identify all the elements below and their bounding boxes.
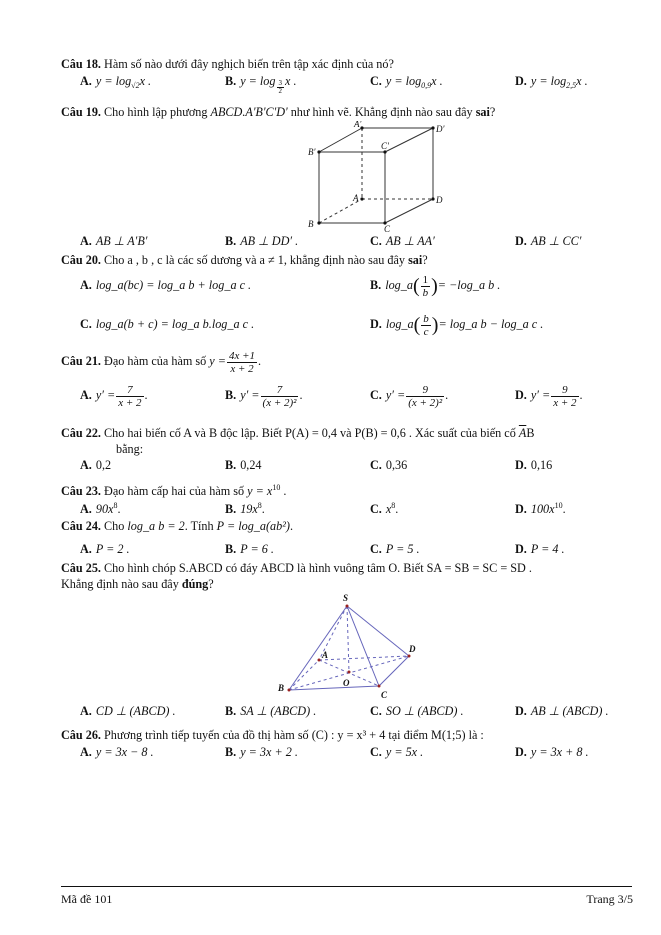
option-expr: y = 5x .	[385, 745, 424, 759]
option-letter: D.	[515, 458, 527, 472]
fraction-numerator: b	[423, 312, 429, 325]
fraction-denominator: 2	[278, 87, 282, 95]
label-b: B	[308, 219, 314, 229]
option-letter: C.	[80, 317, 92, 331]
exponent: 8	[113, 501, 118, 510]
option-c	[370, 704, 464, 719]
paren-open: (	[412, 275, 420, 298]
fraction	[406, 384, 444, 409]
option-c: C. y′ = $\frac{9}{\text{(x + 2)²}}$ .	[370, 383, 449, 409]
exponent: 8	[257, 501, 262, 510]
option-b	[225, 74, 297, 95]
fraction-denominator: c	[423, 325, 429, 338]
option-letter: C.	[370, 458, 382, 472]
option-letter: D.	[515, 502, 527, 516]
option-letter: A.	[80, 74, 92, 88]
question-20	[61, 253, 428, 268]
fraction-denominator: x + 2	[553, 396, 577, 409]
log-arg: x .	[576, 74, 588, 88]
question-25	[61, 561, 532, 576]
option-letter: C.	[370, 234, 382, 248]
option-expr: P = 5 .	[385, 542, 420, 556]
fraction-denominator: (x + 2)²	[262, 396, 297, 409]
question-label: Câu 22.	[61, 426, 101, 440]
option-expr: x	[385, 502, 392, 516]
paren-open: (	[413, 314, 421, 337]
vertex-c	[378, 685, 381, 688]
option-expr: AB ⊥ A′B′	[95, 234, 148, 248]
option-letter: A.	[80, 542, 92, 556]
option-expr: y = log	[385, 74, 422, 88]
option-expr: log_a	[385, 317, 414, 331]
vertex-d	[408, 655, 411, 658]
option-letter: C.	[370, 745, 382, 759]
log-base: √2	[131, 81, 140, 90]
log-base: 0,9	[421, 81, 432, 90]
option-expr: P = 4 .	[530, 542, 565, 556]
vertex-d	[431, 197, 434, 200]
option-letter: D.	[370, 317, 382, 331]
fraction-numerator: 7	[261, 384, 299, 397]
option-letter: A.	[80, 745, 92, 759]
label-c: C	[384, 224, 391, 233]
label-a1: A'	[354, 121, 362, 129]
complement-event: $\overline{A}$	[518, 426, 527, 440]
vertex-s	[346, 605, 349, 608]
option-expr: log_a(bc) = log_a b + log_a c .	[95, 278, 252, 292]
label-c1: C'	[381, 141, 389, 151]
option-c	[370, 458, 407, 473]
fraction-numerator: 1	[422, 273, 429, 286]
fraction	[261, 384, 299, 409]
option-d	[515, 542, 565, 557]
question-text: Cho	[104, 519, 125, 533]
option-b	[370, 270, 500, 301]
question-19	[61, 105, 495, 120]
question-text: Cho hai biến cố A và B độc lập. Biết P(A) = 0,4 và P(B) = 0,6 . Xác suất của biến cố	[104, 426, 516, 440]
option-a	[80, 745, 154, 760]
fraction-numerator: 9	[406, 384, 444, 397]
emphasis: đúng	[181, 577, 209, 591]
question-24: Câu 24. Cho log_a b = 2. Tính P = log_a(ab²).	[61, 519, 293, 533]
question-text: Phương trình tiếp tuyến của đồ thị hàm số (C) : y = x³ + 4 tại điểm M(1;5) là :	[104, 728, 484, 742]
question-22	[61, 426, 534, 441]
option-expr: y = log	[95, 74, 132, 88]
option-c: C. $x^8$.	[370, 501, 399, 516]
option-a	[80, 234, 147, 249]
label-d: D	[436, 195, 443, 205]
log-base-fraction	[277, 80, 285, 95]
punctuation: ?	[208, 577, 214, 591]
question-text: Đạo hàm cấp hai của hàm số	[104, 484, 245, 498]
option-b: B. $19x^8$.	[225, 501, 265, 516]
option-expr: log_a(b + c) = log_a b.log_a c .	[95, 317, 255, 331]
option-d	[515, 74, 588, 93]
option-letter: B.	[370, 278, 382, 292]
paren-close: )	[431, 275, 438, 298]
math-expr: y = x	[247, 484, 273, 498]
option-letter: B.	[225, 542, 237, 556]
label-d1: D'	[436, 124, 445, 134]
pyramid-figure	[275, 592, 425, 702]
option-letter: C.	[370, 502, 382, 516]
fraction	[551, 384, 578, 409]
fraction-numerator: 4x +1	[228, 349, 256, 362]
option-letter: B.	[225, 704, 237, 718]
question-text: Hàm số nào dưới đây nghịch biến trên tập xác định của nó?	[104, 57, 394, 71]
option-letter: A.	[80, 704, 92, 718]
option-expr: = −log_a b .	[437, 278, 501, 292]
option-expr: CD ⊥ (ABCD) .	[95, 704, 176, 718]
option-expr: 0,2	[95, 458, 112, 472]
edge-sb	[289, 606, 347, 690]
fraction	[421, 274, 431, 299]
option-c	[370, 542, 420, 557]
vertex-b	[288, 689, 291, 692]
math-lhs: y′ =	[240, 388, 260, 402]
option-letter: A.	[80, 388, 92, 402]
question-text: . Tính	[184, 519, 214, 533]
log-arg: x .	[431, 74, 443, 88]
option-letter: A.	[80, 278, 92, 292]
math-given: log_a b = 2	[127, 519, 185, 533]
option-expr: AB ⊥ AA′	[385, 234, 435, 248]
question-21: Câu 21. Đạo hàm của hàm số y = $\frac{4x +1}{x + 2}$ .	[61, 349, 262, 375]
option-d: D. $100x^{10}$.	[515, 501, 566, 516]
question-23: Câu 23. Đạo hàm cấp hai của hàm số $y = x^{10}$ .	[61, 483, 287, 498]
question-text: Cho hình lập phương	[104, 105, 208, 119]
math-lhs: y =	[209, 354, 226, 368]
option-expr: AB ⊥ DD′ .	[240, 234, 299, 248]
option-d	[515, 704, 609, 719]
option-b: B. y′ = $\frac{7}{\text{(x + 2)²}}$ .	[225, 383, 303, 409]
option-d	[515, 458, 552, 473]
option-letter: D.	[515, 388, 527, 402]
option-expr: log_a	[385, 278, 413, 292]
question-text-line2: bằng:	[116, 442, 144, 456]
option-letter: C.	[370, 74, 382, 88]
option-letter: C.	[370, 542, 382, 556]
option-a	[80, 458, 111, 473]
vertex-a	[318, 659, 321, 662]
edge-so-hidden	[347, 606, 349, 672]
log-arg: x .	[285, 74, 297, 88]
option-b	[225, 745, 298, 760]
question-text: Cho hình chóp S.ABCD có đáy ABCD là hình vuông tâm O. Biết SA = SB = SC = SD .	[104, 561, 532, 575]
option-letter: A.	[80, 458, 92, 472]
question-26	[61, 728, 484, 743]
option-letter: C.	[370, 388, 382, 402]
option-a	[80, 74, 151, 93]
option-expr: 0,24	[240, 458, 262, 472]
edge-sc	[347, 606, 379, 686]
edge-cd	[385, 199, 433, 223]
paren-close: )	[431, 314, 439, 337]
event-tail: B	[526, 426, 535, 440]
fraction-denominator: x + 2	[118, 396, 142, 409]
question-label: Câu 18.	[61, 57, 101, 71]
fraction-denominator: (x + 2)²	[408, 396, 443, 409]
question-text: như hình vẽ. Khẳng định nào sau đây	[290, 105, 473, 119]
emphasis: sai	[408, 253, 423, 267]
option-c	[370, 74, 443, 93]
label-b1: B'	[308, 147, 316, 157]
option-letter: D.	[515, 745, 527, 759]
option-expr: y = 3x + 2 .	[240, 745, 298, 759]
fraction	[227, 350, 257, 375]
label-b: B	[278, 683, 285, 693]
log-base: 2,5	[566, 81, 577, 90]
option-letter: B.	[225, 388, 237, 402]
vertex-b1	[317, 150, 320, 153]
option-expr: y = 3x − 8 .	[95, 745, 154, 759]
option-letter: D.	[515, 234, 527, 248]
option-a: A. y′ = $\frac{7}{x + 2}$ .	[80, 383, 148, 409]
option-letter: D.	[515, 704, 527, 718]
option-c	[370, 745, 423, 760]
vertex-a	[360, 197, 363, 200]
option-expr: SO ⊥ (ABCD) .	[385, 704, 464, 718]
option-letter: D.	[515, 542, 527, 556]
question-text: Cho a , b , c là các số dương và a ≠ 1, khẳng định nào sau đây	[104, 253, 406, 267]
label-a: A	[353, 193, 359, 203]
label-d: D	[409, 644, 416, 654]
question-18	[61, 57, 394, 72]
label-o: O	[343, 678, 350, 688]
label-c: C	[381, 690, 388, 700]
math-lhs: y′ =	[95, 388, 116, 402]
log-arg: x .	[139, 74, 152, 88]
option-letter: A.	[80, 502, 92, 516]
option-b	[225, 704, 316, 719]
fraction-numerator: 9	[551, 384, 578, 397]
math-find: P = log_a(ab²)	[216, 519, 290, 533]
option-expr: AB ⊥ CC′	[530, 234, 582, 248]
question-text: Đạo hàm của hàm số	[104, 354, 207, 368]
option-d: D. y′ = $\frac{9}{x + 2}$ .	[515, 383, 583, 409]
option-expr: P = 2 .	[95, 542, 130, 556]
question-label: Câu 25.	[61, 561, 101, 575]
option-b	[225, 542, 274, 557]
option-expr: y = log	[240, 74, 276, 88]
question-label: Câu 23.	[61, 484, 101, 498]
option-a: A. $90x^8$.	[80, 501, 121, 516]
option-expr: 0,36	[385, 458, 408, 472]
fraction	[116, 384, 143, 409]
vertex-b	[317, 221, 320, 224]
option-d	[370, 309, 543, 340]
question-text: Khẳng định nào sau đây	[61, 577, 179, 591]
option-expr: y = log	[530, 74, 567, 88]
math-lhs: y′ =	[385, 388, 406, 402]
edge-ab-hidden	[289, 660, 319, 690]
exponent: 10	[272, 483, 281, 492]
option-letter: A.	[80, 234, 92, 248]
option-letter: C.	[370, 704, 382, 718]
edge-b1a1	[319, 128, 362, 152]
label-a: A	[322, 650, 329, 660]
fraction-numerator: 7	[116, 384, 143, 397]
option-letter: B.	[225, 458, 237, 472]
option-expr: 19x	[240, 502, 258, 516]
option-a	[80, 542, 130, 557]
option-letter: B.	[225, 745, 237, 759]
option-expr: 90x	[95, 502, 114, 516]
exponent: 8	[391, 501, 396, 510]
math-lhs: y′ =	[530, 388, 551, 402]
question-label: Câu 24.	[61, 519, 101, 533]
option-expr: P = 6 .	[240, 542, 274, 556]
option-b	[225, 458, 262, 473]
option-expr: y = 3x + 8 .	[530, 745, 589, 759]
option-d	[515, 234, 581, 249]
option-a	[80, 278, 251, 293]
cube-figure	[305, 121, 445, 233]
fraction	[421, 313, 431, 338]
option-letter: B.	[225, 502, 237, 516]
option-expr: = log_a b − log_a c .	[438, 317, 544, 331]
option-c	[370, 234, 435, 249]
option-b	[225, 234, 298, 249]
question-label: Câu 26.	[61, 728, 101, 742]
label-s: S	[343, 593, 349, 603]
option-letter: B.	[225, 74, 237, 88]
exam-code: Mã đề 101	[61, 892, 113, 906]
edge-sd	[347, 606, 409, 656]
vertex-o	[348, 671, 351, 674]
footer-divider	[61, 886, 632, 887]
option-letter: D.	[515, 74, 527, 88]
fraction-numerator: 3	[278, 79, 282, 87]
option-expr: 100x	[530, 502, 555, 516]
fraction-denominator: b	[422, 286, 429, 299]
option-a	[80, 704, 176, 719]
edge-c1d1	[385, 128, 433, 152]
emphasis: sai	[475, 105, 490, 119]
option-expr: SA ⊥ (ABCD) .	[240, 704, 317, 718]
question-label: Câu 19.	[61, 105, 101, 119]
question-label: Câu 20.	[61, 253, 101, 267]
option-expr: AB ⊥ (ABCD) .	[530, 704, 609, 718]
option-c	[80, 317, 254, 332]
punctuation: ?	[422, 253, 428, 267]
math-expr: ABCD.A'B'C'D'	[210, 105, 288, 119]
punctuation: ?	[489, 105, 496, 119]
page-number: Trang 3/5	[586, 892, 633, 906]
option-d	[515, 745, 589, 760]
exponent: 10	[554, 501, 563, 510]
option-expr: 0,16	[530, 458, 553, 472]
question-25-line2	[61, 577, 214, 592]
option-letter: B.	[225, 234, 237, 248]
question-label: Câu 21.	[61, 354, 101, 368]
fraction-denominator: x + 2	[230, 362, 254, 375]
vertex-d1	[431, 126, 434, 129]
